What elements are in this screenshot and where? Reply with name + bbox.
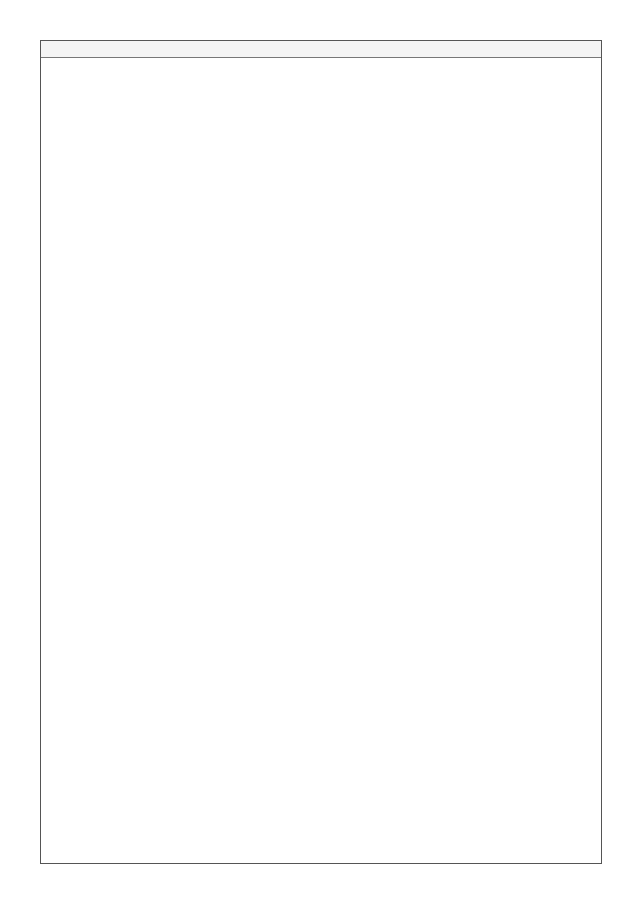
column-number-row: [41, 41, 601, 58]
budget-table: [40, 40, 602, 864]
